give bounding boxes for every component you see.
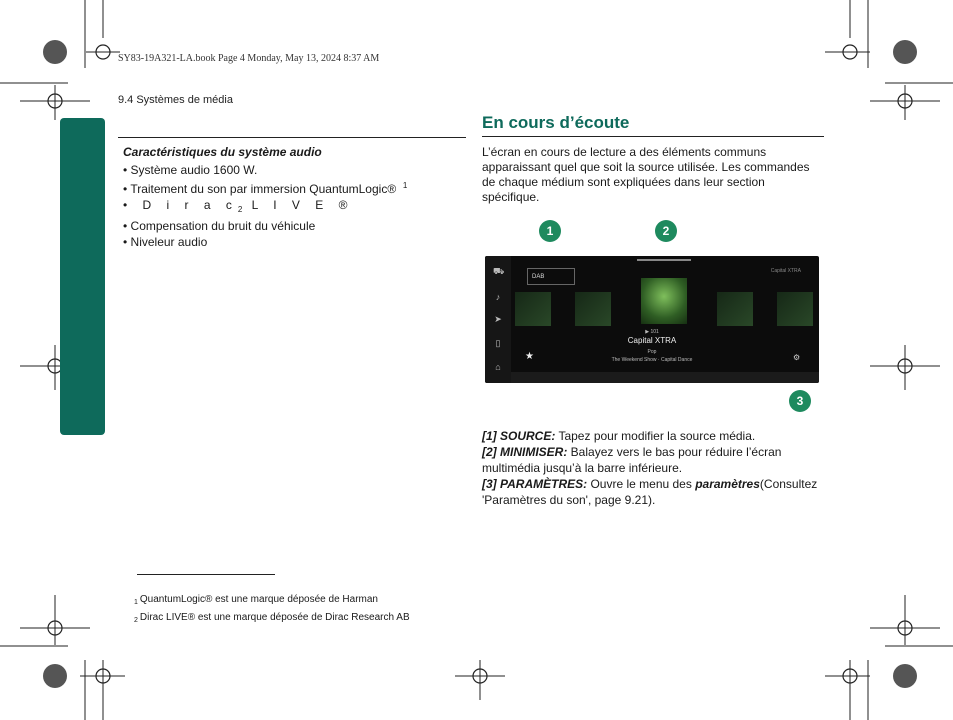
callout-2: 2	[655, 220, 677, 242]
station-program: The Weekend Show · Capital Dance	[611, 357, 693, 363]
music-note-icon[interactable]: ♪	[495, 292, 501, 302]
running-header: 9.4 Systèmes de média	[118, 94, 233, 106]
features-list	[123, 162, 463, 250]
media-screen	[485, 256, 819, 383]
station-name: Capital XTRA	[627, 336, 677, 345]
list-item: • Niveleur audio	[123, 235, 208, 249]
car-icon[interactable]: ⛟	[493, 266, 505, 276]
station-thumb[interactable]	[575, 292, 611, 326]
phone-icon[interactable]: ▯	[495, 338, 501, 348]
minimise-handle[interactable]	[637, 259, 691, 261]
footnote-ref: 2	[237, 205, 243, 214]
right-rule	[482, 136, 824, 137]
callout-3: 3	[789, 390, 811, 412]
legend	[482, 428, 827, 508]
section-title: En cours d’écoute	[482, 113, 630, 132]
callout-1: 1	[539, 220, 561, 242]
features-title: Caractéristiques du système audio	[123, 145, 322, 159]
footnote: $_1$ QuantumLogic® est une marque déposée de Harman	[134, 594, 378, 606]
list-item: • Compensation du bruit du véhicule	[123, 219, 316, 233]
intro-paragraph: L’écran en cours de lecture a des éléments communs apparaissant quel que soit la source utilisée. Les commandes de chaque médium sont expliquées dans leur section spécifique.	[482, 145, 810, 204]
top-right-label: Capital XTRA	[770, 268, 801, 274]
station-thumb[interactable]	[717, 292, 753, 326]
list-item: • Système audio 1600 W.	[123, 163, 258, 177]
left-rule	[118, 137, 466, 138]
footnote-rule	[137, 574, 275, 575]
source-button[interactable]: DAB	[527, 268, 575, 285]
station-thumb[interactable]	[515, 292, 551, 326]
home-icon[interactable]: ⌂	[495, 362, 501, 372]
chapter-tab	[60, 118, 105, 435]
list-item: • Traitement du son par immersion QuantumLogic® $^1$	[123, 181, 408, 196]
station-genre: Pop	[647, 349, 657, 355]
legend-item: [1] SOURCE: Tapez pour modifier la source média.	[482, 429, 756, 443]
bottom-bar[interactable]	[511, 372, 819, 383]
legend-item: [2] MINIMISER: Balayez vers le bas pour réduire l’écran multimédia jusqu’à la barre inférieure.	[482, 445, 782, 475]
album-art	[641, 278, 687, 324]
list-item: • D i r a $c_2$ L I V E ®	[123, 198, 354, 214]
station-thumb[interactable]	[777, 292, 813, 326]
equalizer-icon[interactable]: ⚙	[793, 353, 801, 362]
star-icon[interactable]: ★	[525, 351, 534, 362]
side-rail	[485, 256, 511, 383]
station-freq: ▶ 101	[645, 329, 659, 335]
footnote: $_2$ Dirac LIVE® est une marque déposée de Dirac Research AB	[134, 612, 410, 624]
legend-item: [3] PARAMÈTRES: Ouvre le menu des paramètres(Consultez 'Paramètres du son', page 9.21).	[482, 477, 818, 507]
printer-line: SY83-19A321-LA.book Page 4 Monday, May 13, 2024 8:37 AM	[118, 53, 380, 64]
footnote-ref: 1	[402, 181, 408, 190]
footnotes	[134, 592, 464, 628]
navigation-icon[interactable]: ➤	[494, 314, 502, 324]
